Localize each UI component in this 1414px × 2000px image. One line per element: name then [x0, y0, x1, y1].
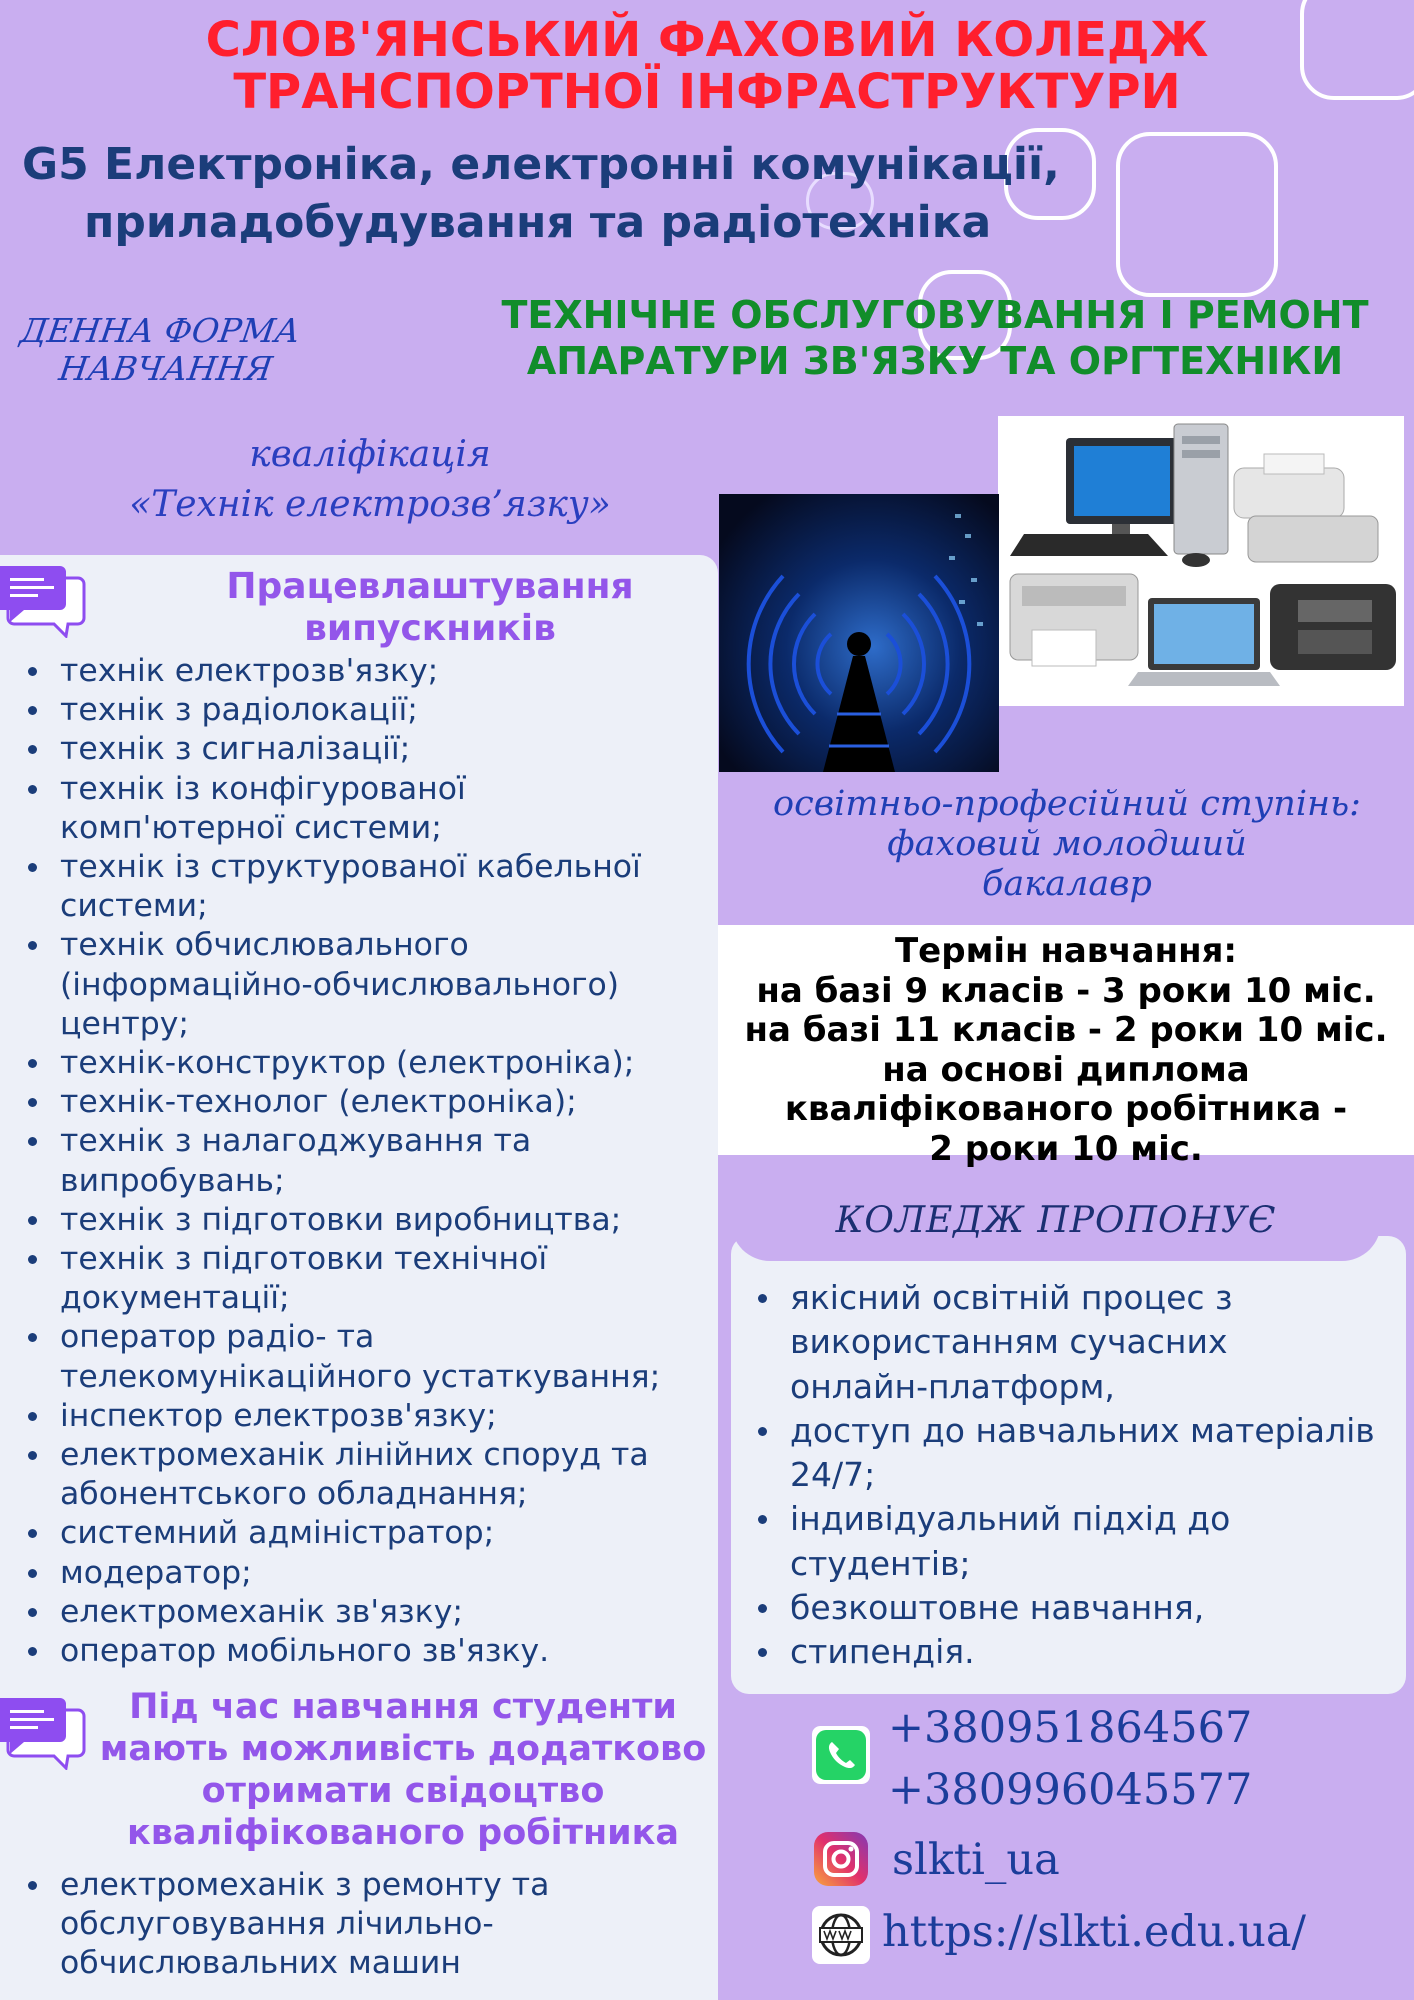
list-item: електромеханік лінійних споруд та абонентського обладнання; [60, 1436, 700, 1514]
specialty-line2: приладобудування та радіотехніка [84, 197, 992, 248]
study-form-line1: ДЕННА ФОРМА [18, 311, 303, 350]
offers-title: КОЛЕДЖ ПРОПОНУЄ [835, 1200, 1277, 1241]
specialty-line1: G5 Електроніка, електронні комунікації, [22, 139, 1060, 190]
study-term [718, 932, 1414, 1169]
phone-number-1[interactable]: +380951864567 [888, 1703, 1253, 1753]
list-item: технік обчислювального (інформаційно-обчислювального) центру; [60, 926, 680, 1044]
list-item: технік з сигналізації; [60, 730, 760, 769]
term-title: Термін навчання: [894, 931, 1237, 971]
extra-title-line3: отримати свідоцтво [201, 1771, 605, 1811]
list-item: безкоштовне навчання, [790, 1586, 1414, 1630]
specialty-title [22, 136, 1222, 252]
employment-title [150, 566, 710, 650]
program-line1: ТЕХНІЧНЕ ОБСЛУГОВУВАННЯ І РЕМОНТ [501, 293, 1369, 337]
term-line: на базі 9 класів - 3 роки 10 міс. [756, 970, 1376, 1011]
qualification-label: кваліфікація [249, 434, 491, 475]
list-item: стипендія. [790, 1630, 1414, 1674]
college-name-line1: СЛОВ'ЯНСЬКИЙ ФАХОВИЙ КОЛЕДЖ [205, 12, 1209, 68]
office-equipment-illustration [998, 416, 1404, 706]
list-item: оператор радіо- та телекомунікаційного устаткування; [60, 1318, 700, 1396]
office-equipment-photo [998, 416, 1404, 706]
college-name-line2: ТРАНСПОРТНОЇ ІНФРАСТРУКТУРИ [233, 64, 1181, 120]
website-link[interactable]: https://slkti.edu.ua/ [882, 1907, 1307, 1957]
employment-title-line1: Працевлаштування [226, 566, 634, 607]
instagram-icon [812, 1830, 870, 1888]
list-item: технік з підготовки технічної документації; [60, 1240, 620, 1318]
list-item: індивідуальний підхід до студентів; [790, 1497, 1290, 1586]
chat-bubble-icon [0, 562, 90, 638]
employment-list [20, 652, 760, 1671]
term-line: на базі 11 класів - 2 роки 10 міс. [744, 1010, 1388, 1050]
extra-title-line1: Під час навчання студенти [129, 1687, 677, 1727]
extra-title-line2: мають можливість додатково [99, 1729, 707, 1769]
list-item: технік-конструктор (електроніка); [60, 1044, 760, 1083]
radio-tower-icon [719, 494, 999, 772]
instagram-handle[interactable]: slkti_ua [892, 1835, 1060, 1885]
keyboard-icon [1010, 534, 1168, 556]
qualification-value: «Технік електрозв’язку» [129, 484, 611, 525]
list-item: технік із конфігурованої комп'ютерної системи; [60, 770, 500, 848]
list-item: технік-технолог (електроніка); [60, 1083, 760, 1122]
employment-title-line2: випускників [304, 608, 556, 649]
program-line2: АПАРАТУРИ ЗВ'ЯЗКУ ТА ОРГТЕХНІКИ [526, 339, 1344, 383]
list-item: якісний освітній процес з використанням сучасних онлайн-платформ, [790, 1276, 1290, 1409]
phone-number-2[interactable]: +380996045577 [888, 1765, 1253, 1815]
list-item: електромеханік зв'язку; [60, 1593, 760, 1632]
study-form [13, 312, 354, 388]
extra-qualification-list [20, 1866, 750, 1984]
list-item: технік з підготовки виробництва; [60, 1201, 760, 1240]
list-item: інспектор електрозв'язку; [60, 1397, 760, 1436]
fax-machine-icon [1234, 468, 1344, 518]
list-item: електромеханік з ремонту та обслуговування лічильно-обчислювальних машин [60, 1866, 580, 1984]
chat-bubble-icon [0, 1694, 90, 1770]
list-item: оператор мобільного зв'язку. [60, 1632, 760, 1671]
list-item: технік із структурованої кабельної системи; [60, 848, 660, 926]
college-name [0, 14, 1414, 118]
extra-qualification-title [88, 1686, 718, 1854]
qualification [60, 430, 680, 530]
list-item: модератор; [60, 1554, 760, 1593]
list-item: доступ до навчальних матеріалів 24/7; [790, 1409, 1414, 1498]
list-item: системний адміністратор; [60, 1514, 760, 1553]
degree-line3: бакалавр [982, 864, 1152, 904]
desk-phone-icon [1270, 584, 1396, 670]
term-line: на основі диплома [882, 1049, 1250, 1090]
whatsapp-icon [812, 1726, 870, 1784]
list-item: технік електрозв'язку; [60, 652, 760, 691]
list-item: технік з радіолокації; [60, 691, 760, 730]
list-item: технік з налагоджування та випробувань; [60, 1122, 600, 1200]
study-form-line2: НАВЧАННЯ [56, 349, 275, 388]
term-line: кваліфікованого робітника - [784, 1089, 1348, 1129]
antenna-photo [719, 494, 999, 772]
globe-icon [812, 1906, 870, 1964]
degree [720, 784, 1414, 904]
program-title [470, 292, 1400, 384]
degree-line2: фаховий молодший [887, 824, 1247, 864]
offers-list [752, 1276, 1414, 1675]
extra-title-line4: кваліфікованого робітника [126, 1813, 680, 1853]
term-line: 2 роки 10 міс. [929, 1128, 1203, 1169]
degree-line1: освітньо-професійний ступінь: [773, 784, 1361, 824]
